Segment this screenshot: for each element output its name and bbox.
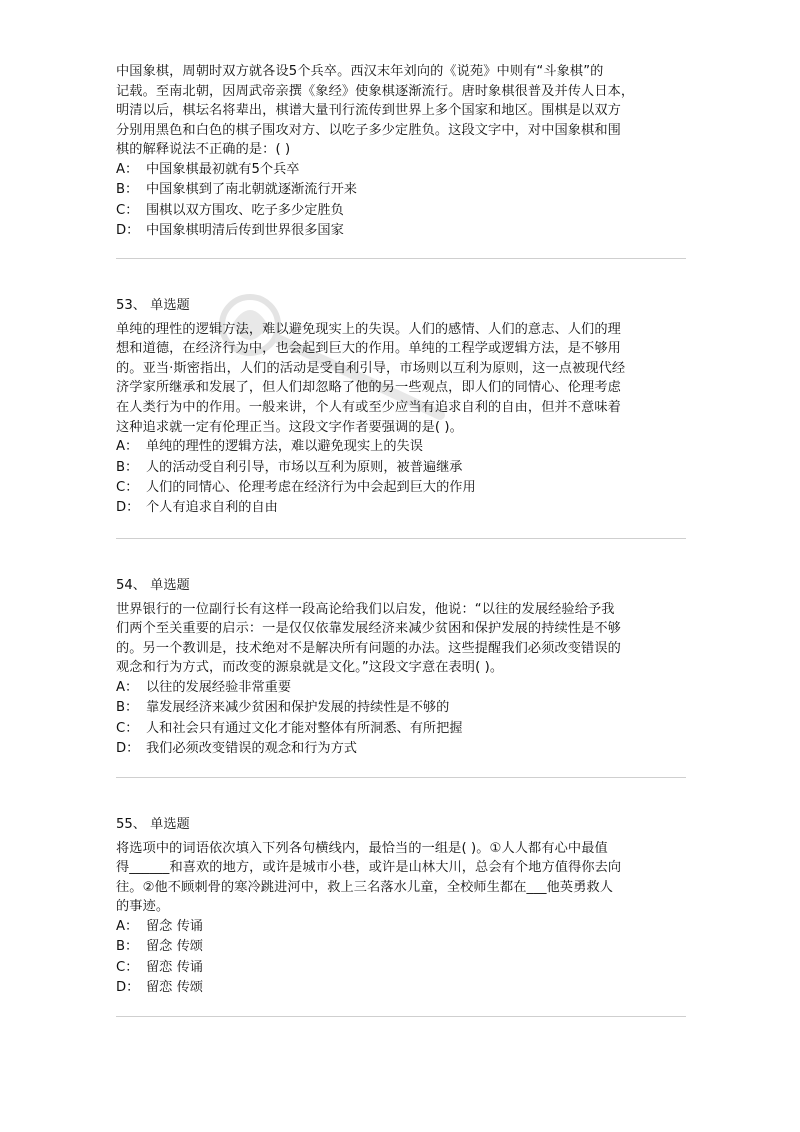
divider (116, 258, 686, 259)
divider (116, 538, 686, 539)
option-b: B： 中国象棋到了南北朝就逐渐流行开来 (116, 182, 357, 198)
stem-line: 的。另一个教训是，技术绝对不是解决所有问题的办法。这些提醒我们必须改变错误的 (116, 640, 621, 656)
divider (116, 777, 686, 778)
question-55-header: 55、 单选题 (116, 817, 190, 832)
question-53-stem (116, 320, 686, 438)
stem-line: 分别用黑色和白色的棋子围攻对方、以吃子多少定胜负。这段文字中，对中国象棋和围 (116, 122, 621, 138)
stem-line: 想和道德，在经济行为中，也会起到巨大的作用。单纯的工程学或逻辑方法，是不够用 (116, 341, 621, 357)
question-52-stem (116, 62, 686, 160)
option-c: C： 人们的同情心、伦理考虑在经济行为中会起到巨大的作用 (116, 479, 476, 495)
stem-line: 这种追求就一定有伦理正当。这段文字作者要强调的是( )。 (116, 419, 463, 435)
question-53 (116, 296, 686, 519)
option-a: A： 留念 传诵 (116, 918, 203, 934)
option-c: C： 人和社会只有通过文化才能对整体有所洞悉、有所把握 (116, 720, 463, 736)
question-55-stem (116, 839, 686, 917)
stem-line: 将选项中的词语依次填入下列各句横线内，最恰当的一组是( )。①人人都有心中最值 (116, 840, 608, 856)
stem-line: 中国象棋，周朝时双方就各设5个兵卒。西汉末年刘向的《说苑》中则有“斗象棋”的 (116, 64, 604, 79)
option-d: D： 中国象棋明清后传到世界很多国家 (116, 223, 344, 239)
stem-line: 往。②他不顾刺骨的寒冷跳进河中，救上三名落水儿童，全校师生都在___他英勇救人 (116, 879, 614, 895)
option-a: A： 中国象棋最初就有5个兵卒 (116, 161, 300, 177)
option-d: D： 个人有追求自利的自由 (116, 500, 278, 516)
stem-line: 得______和喜欢的地方，或许是城市小巷，或许是山林大川，总会有个地方值得你去向 (116, 860, 622, 876)
stem-line: 在人类行为中的作用。一般来讲，个人有或至少应当有追求自利的自由，但并不意味着 (116, 399, 621, 415)
stem-line: 济学家所继承和发展了，但人们却忽略了他的另一些观点，即人们的同情心、伦理考虑 (116, 380, 621, 396)
stem-line: 的事迹。 (116, 899, 170, 915)
option-c: C： 围棋以双方围攻、吃子多少定胜负 (116, 202, 344, 218)
stem-line: 棋的解释说法不正确的是：( ) (116, 142, 291, 158)
question-52-options (116, 160, 686, 242)
divider (116, 1016, 686, 1017)
option-b: B： 人的活动受自利引导，市场以互利为原则，被普遍继承 (116, 459, 463, 475)
option-d: D： 我们必须改变错误的观念和行为方式 (116, 741, 357, 757)
option-b: B： 留念 传颂 (116, 939, 203, 955)
stem-line: 观念和行为方式，而改变的源泉就是文化。”这段文字意在表明( )。 (116, 660, 504, 676)
question-55-options (116, 917, 686, 999)
question-53-options (116, 437, 686, 519)
question-54-stem (116, 600, 686, 678)
question-54-header: 54、 单选题 (116, 578, 190, 593)
stem-line: 世界银行的一位副行长有这样一段高论给我们以启发，他说：“以往的发展经验给予我 (116, 601, 615, 617)
stem-line: 的。亚当·斯密指出，人们的活动是受自利引导，市场则以互利为原则，这一点被现代经 (116, 360, 626, 376)
question-54 (116, 576, 686, 760)
stem-line: 记载。至南北朝，因周武帝亲撰《象经》使象棋逐渐流行。唐时象棋很普及并传人日本， (116, 83, 635, 99)
stem-line: 们两个至关重要的启示：一是仅仅依靠发展经济来减少贫困和保护发展的持续性是不够 (116, 621, 621, 637)
option-a: A： 单纯的理性的逻辑方法，难以避免现实上的失误 (116, 439, 423, 455)
option-c: C： 留恋 传诵 (116, 959, 203, 975)
question-55 (116, 815, 686, 999)
stem-line: 明清以后，棋坛名将辈出，棋谱大量刊行流传到世界上多个国家和地区。围棋是以双方 (116, 103, 621, 119)
question-53-header: 53、 单选题 (116, 298, 190, 313)
option-d: D： 留恋 传颂 (116, 980, 203, 996)
option-b: B： 靠发展经济来减少贫困和保护发展的持续性是不够的 (116, 700, 450, 716)
stem-line: 单纯的理性的逻辑方法，难以避免现实上的失误。人们的感情、人们的意志、人们的理 (116, 321, 621, 337)
question-54-options (116, 678, 686, 760)
question-52 (116, 62, 686, 242)
option-a: A： 以往的发展经验非常重要 (116, 679, 292, 695)
